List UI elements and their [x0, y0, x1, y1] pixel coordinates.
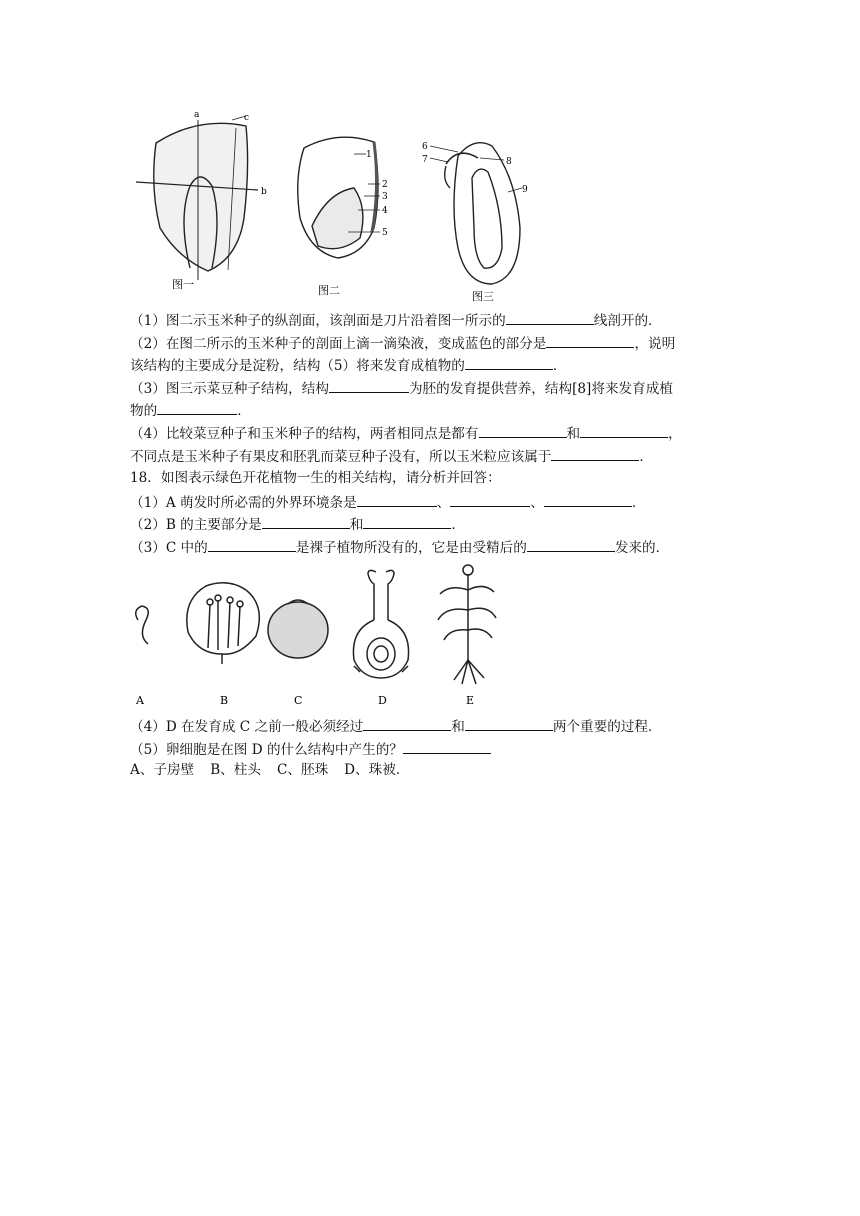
label-8: 8 [506, 157, 512, 167]
whole-plant-icon [438, 565, 496, 684]
q18-s5-text: （5）卵细胞是在图 D 的什么结构中产生的？ [130, 742, 403, 758]
q17-s4-comma: ， [668, 426, 682, 442]
q17-s1-text: （1）图二示玉米种子的纵剖面，该剖面是刀片沿着图一所示的 [130, 313, 506, 329]
seed-structure-figure [128, 108, 532, 308]
label-1: 1 [366, 150, 372, 160]
answer-blank[interactable] [329, 377, 409, 393]
q18-s3-mid: 是裸子植物所没有的，它是由受精后的 [295, 540, 527, 556]
q18-s2-text: （2）B 的主要部分是 [130, 517, 262, 533]
label-b: b [261, 187, 267, 197]
label-D: D [378, 694, 387, 707]
option-b[interactable]: B、柱头 [210, 762, 261, 778]
q18-s1-sep: 、 [530, 495, 544, 511]
q17-s3-end: ． [237, 403, 251, 419]
answer-blank[interactable] [157, 399, 237, 415]
q17-s4-text: （4）比较菜豆种子和玉米种子的结构，两者相同点是都有 [130, 426, 479, 442]
q18-s2-end: ． [451, 517, 465, 533]
q17-part4 [130, 422, 682, 445]
corn-grain-outline-diagram [136, 116, 258, 280]
q18-s2-and: 和 [349, 517, 364, 533]
fruit-icon [268, 600, 328, 658]
answer-blank[interactable] [450, 491, 530, 507]
q17-s3-mid: 为胚的发育提供营养，结构[8]将来发育成植 [408, 381, 673, 397]
q17-part1 [130, 309, 662, 332]
q17-s1-end: 线剖开的． [593, 313, 662, 329]
plant-lifecycle-figure [128, 560, 498, 708]
answer-blank[interactable] [580, 422, 668, 438]
label-6: 6 [422, 142, 428, 152]
q18-s4-end: 两个重要的过程． [552, 719, 662, 735]
q17-s2-end: ． [552, 358, 567, 374]
q18-part4 [130, 715, 662, 738]
q18-s3-text: （3）C 中的 [130, 540, 208, 556]
answer-blank[interactable] [363, 715, 451, 731]
pistil-icon [353, 570, 408, 678]
q17-s4-cont: 不同点是玉米种子有果皮和胚乳而菜豆种子没有，所以玉米粒应该属于 [130, 449, 552, 465]
answer-blank[interactable] [479, 422, 567, 438]
label-5: 5 [382, 228, 388, 238]
label-C: C [294, 694, 303, 707]
answer-blank[interactable] [465, 715, 553, 731]
answer-blank[interactable] [357, 491, 437, 507]
answer-blank[interactable] [546, 332, 634, 348]
label-3: 3 [382, 192, 388, 202]
answer-blank[interactable] [527, 536, 615, 552]
figure-two-caption: 图二 [318, 284, 340, 297]
q17-part2 [130, 332, 675, 355]
q17-part3-cont [130, 399, 251, 422]
q18-options [130, 760, 425, 781]
answer-blank[interactable] [465, 354, 553, 370]
q18-part1 [130, 491, 645, 514]
answer-blank[interactable] [262, 513, 350, 529]
q18-intro: 18．如图表示绿色开花植物一生的相关结构，请分析并回答： [130, 470, 501, 486]
q17-s2-mid: ，说明 [634, 336, 676, 352]
q17-s2-cont: 该结构的主要成分是淀粉，结构（5）将来发育成植物的 [130, 358, 465, 374]
label-c: c [244, 113, 250, 123]
answer-blank[interactable] [551, 445, 639, 461]
q17-s3-text: （3）图三示菜豆种子结构，结构 [130, 381, 329, 397]
label-E: E [466, 694, 475, 707]
q17-s4-end: ． [639, 449, 653, 465]
label-A: A [136, 694, 144, 707]
q18-s3-end: 发来的． [614, 540, 670, 556]
label-2: 2 [382, 180, 388, 190]
q18-part5 [130, 738, 491, 761]
label-9: 9 [522, 185, 528, 195]
label-B: B [220, 694, 229, 707]
label-4: 4 [382, 206, 388, 216]
q17-part2-cont [130, 354, 567, 377]
label-7: 7 [422, 155, 428, 165]
option-c[interactable]: C、胚珠 [276, 762, 329, 778]
q18-part3 [130, 536, 669, 559]
q17-s2-text: （2）在图二所示的玉米种子的剖面上滴一滴染液，变成蓝色的部分是 [130, 336, 547, 352]
answer-blank[interactable] [403, 738, 491, 754]
q18-s1-text: （1）A 萌发时所必需的外界环境条是 [130, 495, 357, 511]
q17-s4-and: 和 [566, 426, 581, 442]
q17-s3-cont: 物的 [130, 403, 158, 419]
figure-three-caption: 图三 [472, 290, 494, 303]
flower-icon [187, 583, 260, 664]
answer-blank[interactable] [208, 536, 296, 552]
label-a: a [194, 110, 200, 120]
seed-sprout-icon [136, 606, 149, 644]
q18-s4-text: （4）D 在发育成 C 之前一般必须经过 [130, 719, 364, 735]
q17-part3 [130, 377, 673, 400]
q18-s1-sep: 、 [436, 495, 451, 511]
q18-s1-end: ． [631, 495, 646, 511]
q18-part2 [130, 513, 465, 536]
answer-blank[interactable] [363, 513, 451, 529]
answer-blank[interactable] [506, 309, 594, 325]
option-d[interactable]: D、珠被． [344, 762, 410, 778]
figure-one-caption: 图一 [172, 278, 194, 291]
option-a[interactable]: A、子房壁 [130, 762, 195, 778]
q17-part4-cont [130, 445, 653, 468]
answer-blank[interactable] [544, 491, 632, 507]
q18-s4-and: 和 [451, 719, 465, 735]
